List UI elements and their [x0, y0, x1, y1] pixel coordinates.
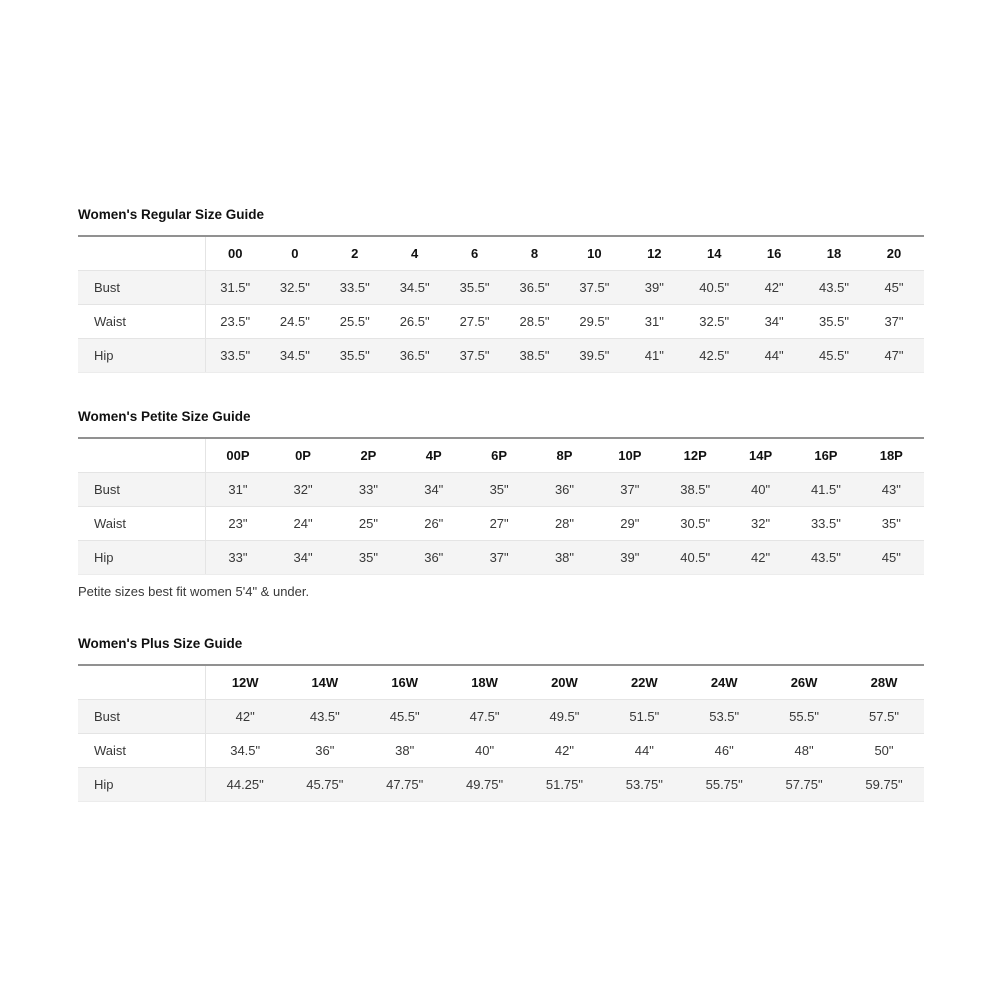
measurement-row — [78, 473, 924, 507]
measurement-value: 34.5" — [385, 271, 445, 305]
measurement-value: 33" — [336, 473, 401, 507]
regular-size-guide-title: Women's Regular Size Guide — [78, 207, 265, 222]
measurement-value: 34" — [401, 473, 466, 507]
measurement-value: 27" — [466, 507, 531, 541]
size-column-header: 14 — [684, 236, 744, 271]
size-column-header: 12W — [205, 665, 285, 700]
measurement-value: 43.5" — [804, 271, 864, 305]
measurement-value: 32.5" — [684, 305, 744, 339]
measurement-value: 24" — [270, 507, 335, 541]
measurement-value: 32.5" — [265, 271, 325, 305]
measurement-value: 27.5" — [445, 305, 505, 339]
measurement-value: 42" — [744, 271, 804, 305]
measurement-row-label: Bust — [78, 271, 205, 305]
measurement-value: 34.5" — [205, 734, 285, 768]
size-column-header: 10 — [564, 236, 624, 271]
size-column-header: 26W — [764, 665, 844, 700]
measurement-row-label: Hip — [78, 768, 205, 802]
measurement-value: 37.5" — [564, 271, 624, 305]
measurement-value: 29" — [597, 507, 662, 541]
measurement-value: 45" — [864, 271, 924, 305]
regular-size-guide-section — [78, 207, 924, 373]
measurement-value: 39" — [597, 541, 662, 575]
size-column-header: 20 — [864, 236, 924, 271]
measurement-value: 25" — [336, 507, 401, 541]
measurement-row — [78, 700, 924, 734]
petite-size-guide-title: Women's Petite Size Guide — [78, 409, 251, 424]
measurement-value: 57.75" — [764, 768, 844, 802]
size-column-header: 24W — [684, 665, 764, 700]
size-column-header: 14P — [728, 438, 793, 473]
measurement-value: 55.75" — [684, 768, 764, 802]
measurement-value: 33.5" — [793, 507, 858, 541]
measurement-value: 47.75" — [365, 768, 445, 802]
measurement-value: 31.5" — [205, 271, 265, 305]
size-column-header: 28W — [844, 665, 924, 700]
size-guide-content — [78, 207, 924, 802]
measurement-value: 57.5" — [844, 700, 924, 734]
measurement-value: 23" — [205, 507, 270, 541]
measurement-value: 33.5" — [325, 271, 385, 305]
measurement-value: 44.25" — [205, 768, 285, 802]
measurement-value: 51.5" — [604, 700, 684, 734]
measurement-value: 39" — [624, 271, 684, 305]
measurement-value: 37" — [864, 305, 924, 339]
measurement-value: 36" — [401, 541, 466, 575]
measurement-value: 35" — [466, 473, 531, 507]
measurement-value: 48" — [764, 734, 844, 768]
measurement-value: 30.5" — [663, 507, 728, 541]
measurement-value: 35.5" — [445, 271, 505, 305]
petite-size-guide-note: Petite sizes best fit women 5'4" & under. — [78, 584, 310, 599]
measurement-row — [78, 507, 924, 541]
measurement-value: 39.5" — [564, 339, 624, 373]
measurement-row-label: Hip — [78, 541, 205, 575]
measurement-value: 43" — [859, 473, 924, 507]
size-header-row — [78, 236, 924, 271]
size-column-header: 00 — [205, 236, 265, 271]
size-column-header: 12P — [663, 438, 728, 473]
size-column-header: 2P — [336, 438, 401, 473]
measurement-value: 40.5" — [684, 271, 744, 305]
measurement-value: 36.5" — [505, 271, 565, 305]
measurement-value: 35" — [859, 507, 924, 541]
measurement-value: 26" — [401, 507, 466, 541]
size-column-header: 18 — [804, 236, 864, 271]
measurement-value: 38" — [532, 541, 597, 575]
size-column-header: 16 — [744, 236, 804, 271]
measurement-value: 40" — [728, 473, 793, 507]
measurement-value: 26.5" — [385, 305, 445, 339]
size-column-header: 18W — [445, 665, 525, 700]
size-column-header: 6P — [466, 438, 531, 473]
measurement-value: 45.75" — [285, 768, 365, 802]
measurement-value: 51.75" — [525, 768, 605, 802]
plus-size-guide-table — [78, 664, 924, 802]
measurement-value: 44" — [604, 734, 684, 768]
measurement-row-label: Waist — [78, 734, 205, 768]
measurement-value: 41.5" — [793, 473, 858, 507]
measurement-value: 59.75" — [844, 768, 924, 802]
measurement-value: 34" — [744, 305, 804, 339]
measurement-value: 44" — [744, 339, 804, 373]
corner-cell — [78, 665, 205, 700]
measurement-value: 37" — [466, 541, 531, 575]
petite-size-guide-section — [78, 409, 924, 600]
measurement-value: 31" — [624, 305, 684, 339]
measurement-value: 33" — [205, 541, 270, 575]
petite-size-guide-table — [78, 437, 924, 575]
measurement-value: 34" — [270, 541, 335, 575]
measurement-value: 42" — [525, 734, 605, 768]
size-column-header: 20W — [525, 665, 605, 700]
measurement-value: 49.5" — [525, 700, 605, 734]
measurement-value: 55.5" — [764, 700, 844, 734]
size-column-header: 0 — [265, 236, 325, 271]
measurement-value: 32" — [270, 473, 335, 507]
measurement-value: 36" — [285, 734, 365, 768]
size-column-header: 12 — [624, 236, 684, 271]
plus-size-guide-section — [78, 636, 924, 802]
measurement-value: 47.5" — [445, 700, 525, 734]
measurement-value: 35.5" — [804, 305, 864, 339]
corner-cell — [78, 236, 205, 271]
measurement-value: 37" — [597, 473, 662, 507]
size-column-header: 8P — [532, 438, 597, 473]
measurement-value: 38" — [365, 734, 445, 768]
measurement-value: 43.5" — [793, 541, 858, 575]
measurement-value: 34.5" — [265, 339, 325, 373]
size-column-header: 10P — [597, 438, 662, 473]
measurement-row — [78, 339, 924, 373]
measurement-value: 40.5" — [663, 541, 728, 575]
size-column-header: 4 — [385, 236, 445, 271]
size-column-header: 4P — [401, 438, 466, 473]
measurement-value: 40" — [445, 734, 525, 768]
measurement-value: 29.5" — [564, 305, 624, 339]
measurement-row-label: Waist — [78, 507, 205, 541]
measurement-value: 42.5" — [684, 339, 744, 373]
size-column-header: 2 — [325, 236, 385, 271]
measurement-row — [78, 271, 924, 305]
measurement-value: 49.75" — [445, 768, 525, 802]
measurement-row-label: Bust — [78, 473, 205, 507]
size-column-header: 0P — [270, 438, 335, 473]
corner-cell — [78, 438, 205, 473]
size-column-header: 00P — [205, 438, 270, 473]
measurement-value: 28.5" — [505, 305, 565, 339]
measurement-value: 23.5" — [205, 305, 265, 339]
measurement-row — [78, 541, 924, 575]
size-column-header: 16P — [793, 438, 858, 473]
size-column-header: 22W — [604, 665, 684, 700]
measurement-value: 50" — [844, 734, 924, 768]
measurement-value: 53.5" — [684, 700, 764, 734]
size-column-header: 14W — [285, 665, 365, 700]
measurement-value: 37.5" — [445, 339, 505, 373]
measurement-row — [78, 734, 924, 768]
size-column-header: 18P — [859, 438, 924, 473]
measurement-value: 25.5" — [325, 305, 385, 339]
measurement-value: 41" — [624, 339, 684, 373]
measurement-value: 45" — [859, 541, 924, 575]
measurement-value: 43.5" — [285, 700, 365, 734]
size-column-header: 8 — [505, 236, 565, 271]
measurement-value: 42" — [205, 700, 285, 734]
measurement-value: 35" — [336, 541, 401, 575]
regular-size-guide-table — [78, 235, 924, 373]
measurement-row-label: Waist — [78, 305, 205, 339]
measurement-value: 36.5" — [385, 339, 445, 373]
measurement-value: 24.5" — [265, 305, 325, 339]
measurement-value: 45.5" — [804, 339, 864, 373]
measurement-value: 32" — [728, 507, 793, 541]
plus-size-guide-title: Women's Plus Size Guide — [78, 636, 243, 651]
measurement-value: 31" — [205, 473, 270, 507]
measurement-value: 38.5" — [505, 339, 565, 373]
size-column-header: 16W — [365, 665, 445, 700]
measurement-value: 53.75" — [604, 768, 684, 802]
size-column-header: 6 — [445, 236, 505, 271]
measurement-value: 46" — [684, 734, 764, 768]
measurement-row-label: Hip — [78, 339, 205, 373]
measurement-value: 36" — [532, 473, 597, 507]
measurement-row — [78, 305, 924, 339]
measurement-value: 42" — [728, 541, 793, 575]
size-header-row — [78, 665, 924, 700]
measurement-value: 28" — [532, 507, 597, 541]
measurement-value: 35.5" — [325, 339, 385, 373]
size-header-row — [78, 438, 924, 473]
measurement-row — [78, 768, 924, 802]
measurement-row-label: Bust — [78, 700, 205, 734]
measurement-value: 45.5" — [365, 700, 445, 734]
measurement-value: 47" — [864, 339, 924, 373]
measurement-value: 33.5" — [205, 339, 265, 373]
measurement-value: 38.5" — [663, 473, 728, 507]
